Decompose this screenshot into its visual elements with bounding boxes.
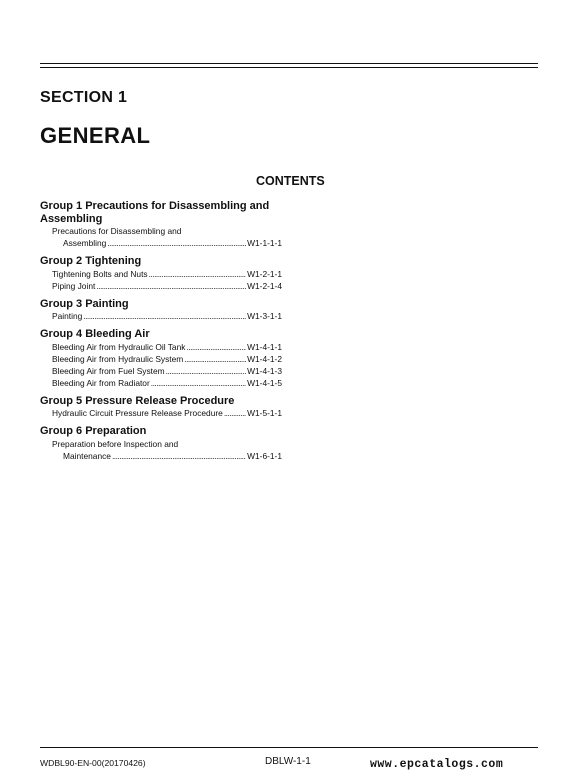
toc-entry-label: Bleeding Air from Hydraulic System <box>52 353 184 364</box>
toc-leader-dots <box>96 280 246 292</box>
toc-entry[interactable] <box>40 407 282 419</box>
toc-entry-page: W1-2-1-4 <box>247 280 282 291</box>
toc-group <box>40 395 282 420</box>
toc-group <box>40 255 282 292</box>
toc-group-title: Group 4 Bleeding Air <box>40 328 150 340</box>
toc-entry-page: W1-4-1-1 <box>247 341 282 352</box>
toc-leader-dots <box>107 237 246 249</box>
doc-code: WDBL90-EN-00(20170426) <box>40 758 146 768</box>
toc-entry-line: Preparation before Inspection and <box>52 438 179 449</box>
toc-leader-dots <box>166 365 246 377</box>
toc-entry-label: Bleeding Air from Hydraulic Oil Tank <box>52 341 186 352</box>
toc-leader-dots <box>151 377 246 389</box>
page-id: DBLW-1-1 <box>265 756 311 767</box>
toc-entry-page: W1-4-1-2 <box>247 353 282 364</box>
header-rule-thin <box>40 67 538 68</box>
toc-entry-page: W1-3-1-1 <box>247 311 282 321</box>
footer-rule <box>40 747 538 748</box>
toc-entry-label: Piping Joint <box>52 280 96 291</box>
toc-entry-page: W1-5-1-1 <box>247 408 282 418</box>
toc-entry[interactable] <box>40 310 282 322</box>
toc-entry[interactable] <box>40 450 282 462</box>
toc-group <box>40 425 282 462</box>
toc-group-title: Group 2 Tightening <box>40 255 142 267</box>
toc-group <box>40 298 282 323</box>
toc-group-title: Group 3 Painting <box>40 297 129 310</box>
toc-leader-dots <box>186 341 246 353</box>
toc-entry-page: W1-4-1-5 <box>247 377 282 388</box>
toc-entry[interactable] <box>40 365 282 377</box>
toc-leader-dots <box>149 268 247 280</box>
toc-group <box>40 328 282 389</box>
contents-heading: CONTENTS <box>256 174 325 188</box>
toc-entry-page: W1-4-1-3 <box>247 365 282 376</box>
toc-entry[interactable] <box>40 268 282 280</box>
toc-group-title: Group 6 Preparation <box>40 425 147 437</box>
header-rule <box>40 63 538 64</box>
watermark: www.epcatalogs.com <box>370 758 504 771</box>
toc-entry[interactable] <box>40 377 282 389</box>
table-of-contents <box>40 200 282 468</box>
toc-entry-line: Precautions for Disassembling and <box>52 226 182 236</box>
toc-entry-page: W1-1-1-1 <box>247 238 282 248</box>
toc-entry[interactable] <box>40 280 282 292</box>
toc-entry-label: Painting <box>52 311 83 321</box>
toc-entry-page: W1-6-1-1 <box>247 450 282 461</box>
toc-entry-label: Maintenance <box>63 450 111 461</box>
toc-leader-dots <box>224 407 246 419</box>
toc-entry-label: Assembling <box>63 238 107 248</box>
toc-group <box>40 200 282 249</box>
toc-entry-label: Hydraulic Circuit Pressure Release Procedure <box>52 408 223 418</box>
toc-entry-label: Bleeding Air from Radiator <box>52 377 150 388</box>
toc-group-title: Group 5 Pressure Release Procedure <box>40 394 235 407</box>
toc-leader-dots <box>112 450 246 462</box>
section-label: SECTION 1 <box>40 89 128 106</box>
toc-group-title: Group 1 Precautions for Disassembling and Assembling <box>40 200 270 225</box>
toc-entry-label: Tightening Bolts and Nuts <box>52 268 148 279</box>
page-title: GENERAL <box>40 123 151 148</box>
toc-entry-page: W1-2-1-1 <box>247 268 282 279</box>
toc-entry[interactable] <box>40 237 282 249</box>
toc-entry[interactable] <box>40 341 282 353</box>
toc-leader-dots <box>83 310 246 322</box>
toc-entry-label: Bleeding Air from Fuel System <box>52 365 165 376</box>
toc-entry[interactable] <box>40 353 282 365</box>
toc-leader-dots <box>184 353 246 365</box>
